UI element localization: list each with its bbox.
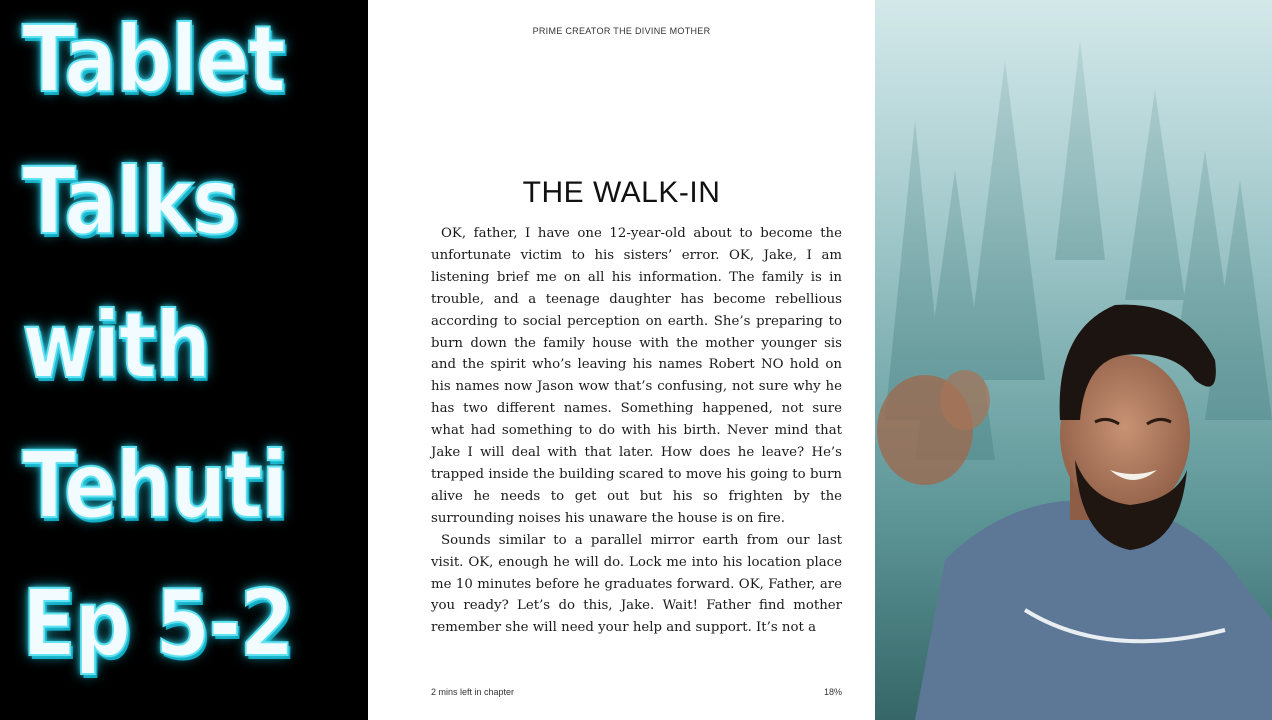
webcam-scene xyxy=(875,0,1272,720)
title-overlay-panel xyxy=(0,0,368,720)
title-line-5: Ep 5-2 xyxy=(22,570,293,677)
title-line-4: Tehuti xyxy=(22,432,287,539)
paragraph-1: OK, father, I have one 12-year-old about to become the unfortunate victim to his sisters’ error. OK, Jake, I am listening brief me on all his information. The family is in trouble, and a teenage daughter has become rebellious according to social perception on earth. She’s preparing to burn down the family house with the mother younger sis and the spirit who’s leaving his names Robert NO hold on his names now Jason wow that’s confusing, not sure why he has two different names. Something happened, not sure what had something to do with his birth. Never mind that Jake I will deal with that later. How does he leave? He’s trapped inside the building scared to move his going to burn alive he needs to get out but his so frighten by the surrounding noises his unaware the house is on fire. xyxy=(431,226,842,526)
time-left-in-chapter: 2 mins left in chapter xyxy=(431,687,515,697)
title-line-3: with xyxy=(22,292,210,399)
paragraph-2: Sounds similar to a parallel mirror earth from our last visit. OK, enough he will do. Lock me into his location place me 10 minutes before he graduates forward. OK, Father, are you ready? Let’s do this, Jake. Wait! Father find mother remember she will need your help and support. It’s not a xyxy=(431,532,842,636)
running-head: PRIME CREATOR THE DIVINE MOTHER xyxy=(532,26,711,36)
reading-progress: 18% xyxy=(823,687,842,697)
title-line-2: Talks xyxy=(22,148,238,255)
webcam-feed xyxy=(875,0,1272,720)
title-line-1: Tablet xyxy=(22,6,285,113)
chapter-title: THE WALK-IN xyxy=(522,176,721,209)
ereader-page[interactable] xyxy=(368,0,875,720)
chapter-body xyxy=(431,223,842,639)
